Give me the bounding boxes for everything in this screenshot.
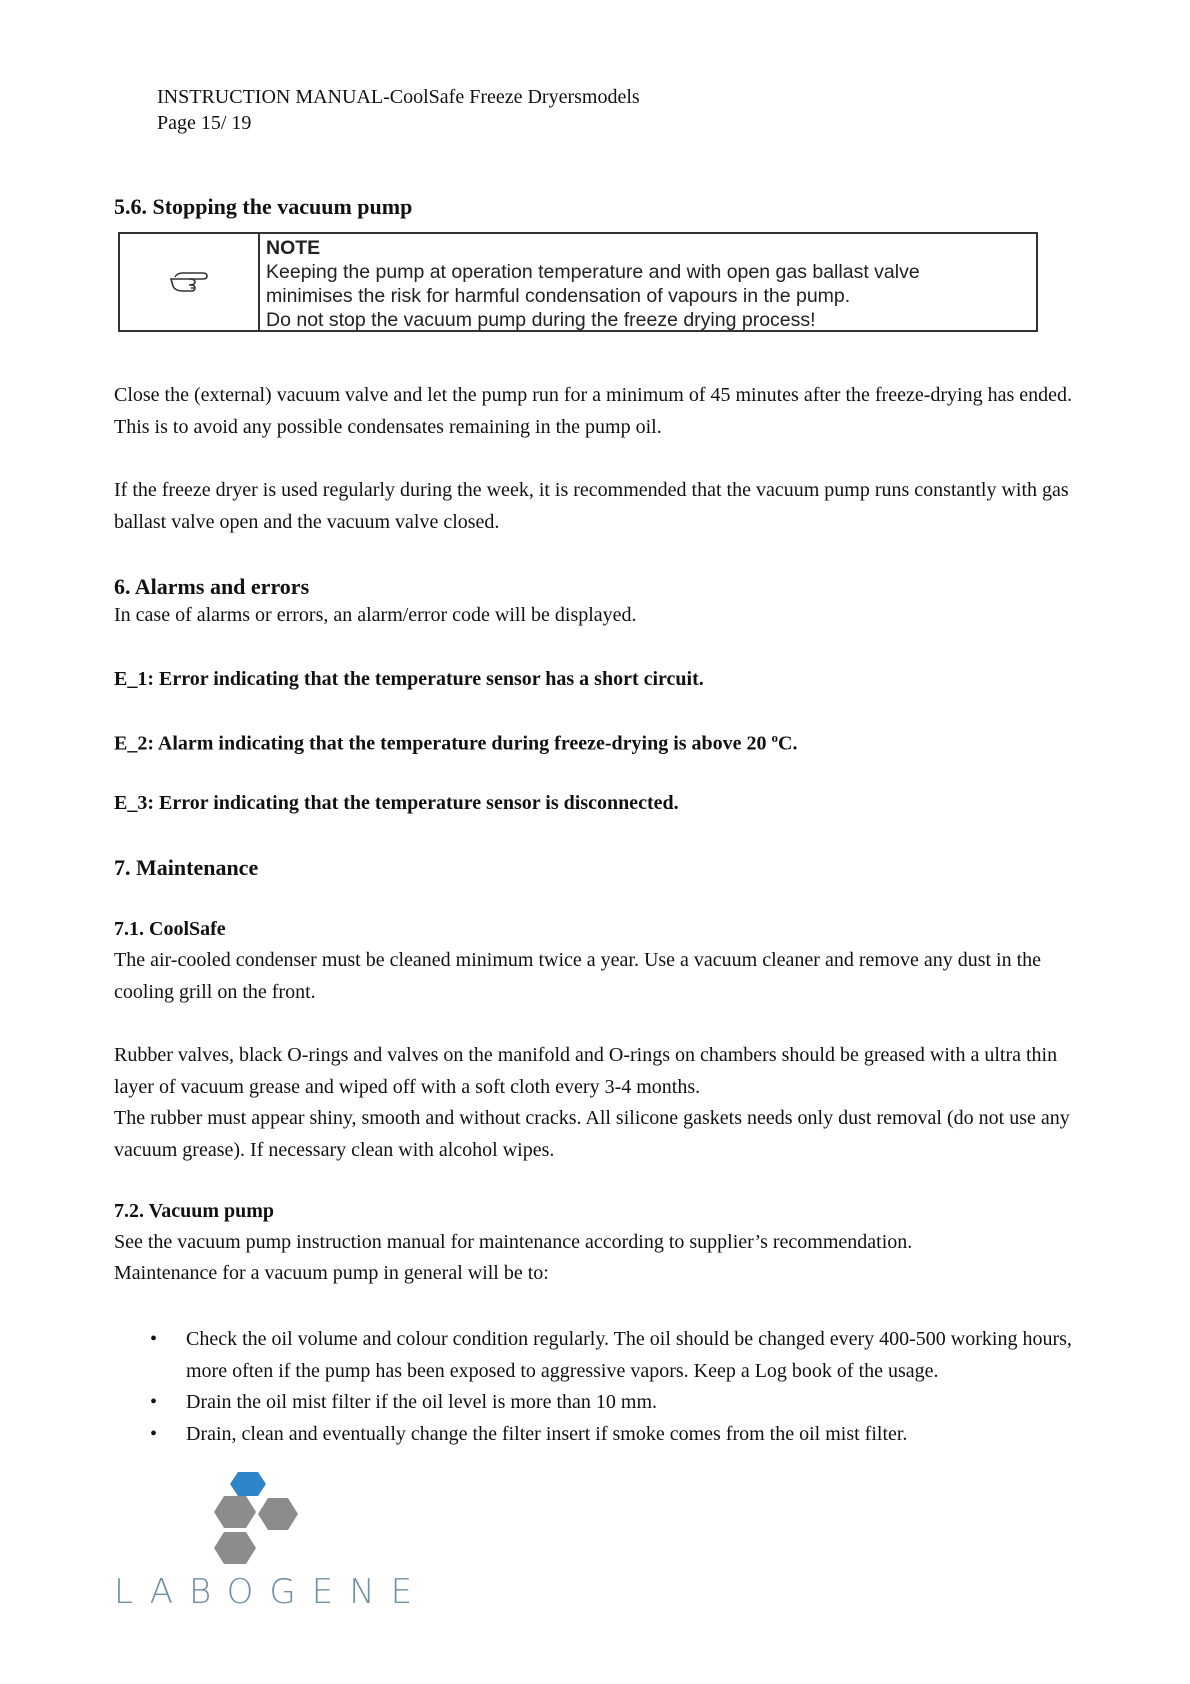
maintenance-list	[114, 1324, 1104, 1450]
note-text	[260, 234, 926, 330]
logo-blue-hexagon	[230, 1472, 266, 1496]
logo-gray-hexagon-left	[214, 1496, 256, 1528]
list-item: • Drain the oil mist filter if the oil level is more than 10 mm.	[114, 1387, 1104, 1419]
paragraph-pump-general: Maintenance for a vacuum pump in general will be to:	[114, 1262, 549, 1284]
error-e1: E_1: Error indicating that the temperature sensor has a short circuit.	[114, 668, 704, 690]
paragraph-rubber-valves: Rubber valves, black O-rings and valves on the manifold and O-rings on chambers should be greased with a ultra thin layer of vacuum grease and wiped off with a soft cloth every 3-4 months.	[114, 1044, 1058, 1098]
labogene-logo-icon	[200, 1470, 320, 1570]
note-box	[118, 232, 1038, 332]
error-e2-text: E_2: Alarm indicating that the temperature during freeze-drying is above 20	[114, 732, 772, 755]
paragraph-condenser: The air-cooled condenser must be cleaned minimum twice a year. Use a vacuum cleaner and remove any dust in the cooling grill on the front.	[114, 949, 1042, 1003]
pointing-hand-icon	[169, 269, 209, 295]
labogene-logo-text: LABOGENE	[114, 1572, 429, 1612]
logo-gray-hexagon-right	[258, 1498, 298, 1530]
degree-symbol: o	[771, 730, 779, 745]
note-icon-cell	[120, 234, 260, 330]
section-heading-6: 6. Alarms and errors	[114, 574, 310, 599]
section-heading-7-2: 7.2. Vacuum pump	[114, 1200, 275, 1222]
note-line-3: Do not stop the vacuum pump during the freeze drying process!	[266, 309, 816, 331]
error-e3: E_3: Error indicating that the temperature sensor is disconnected.	[114, 792, 679, 814]
alarms-intro: In case of alarms or errors, an alarm/error code will be displayed.	[114, 604, 637, 626]
error-e2-unit: C.	[778, 732, 798, 755]
section-heading-7-1: 7.1. CoolSafe	[114, 918, 226, 940]
note-title: NOTE	[266, 237, 321, 259]
paragraph-regular-use: If the freeze dryer is used regularly during the week, it is recommended that the vacuum pump runs constantly with gas ballast valve open and the vacuum valve closed.	[114, 479, 1069, 533]
note-line-1: Keeping the pump at operation temperature and with open gas ballast valve	[266, 261, 920, 283]
logo-gray-hexagon-bottom	[214, 1532, 256, 1564]
paragraph-pump-manual: See the vacuum pump instruction manual for maintenance according to supplier’s recommendation.	[114, 1231, 913, 1253]
section-heading-7: 7. Maintenance	[114, 855, 259, 880]
error-e2	[114, 730, 797, 756]
list-item: • Drain, clean and eventually change the filter insert if smoke comes from the oil mist filter.	[114, 1419, 1104, 1451]
note-line-2: minimises the risk for harmful condensation of vapours in the pump.	[266, 285, 851, 307]
section-heading-5-6: 5.6. Stopping the vacuum pump	[114, 194, 413, 219]
paragraph-stop-pump: Close the (external) vacuum valve and let the pump run for a minimum of 45 minutes after the freeze-drying has ended. This is to avoid any possible condensates remaining in the pump oil.	[114, 384, 1073, 438]
page-number: Page 15/ 19	[157, 112, 252, 134]
document-title: INSTRUCTION MANUAL-CoolSafe Freeze Dryersmodels	[157, 86, 640, 108]
paragraph-rubber-shiny: The rubber must appear shiny, smooth and without cracks. All silicone gaskets needs only dust removal (do not use any vacuum grease). If necessary clean with alcohol wipes.	[114, 1107, 1070, 1161]
list-item: • Check the oil volume and colour condition regularly. The oil should be changed every 400-500 working hours, more often if the pump has been exposed to aggressive vapors. Keep a Log book of the usage.	[114, 1324, 1104, 1387]
